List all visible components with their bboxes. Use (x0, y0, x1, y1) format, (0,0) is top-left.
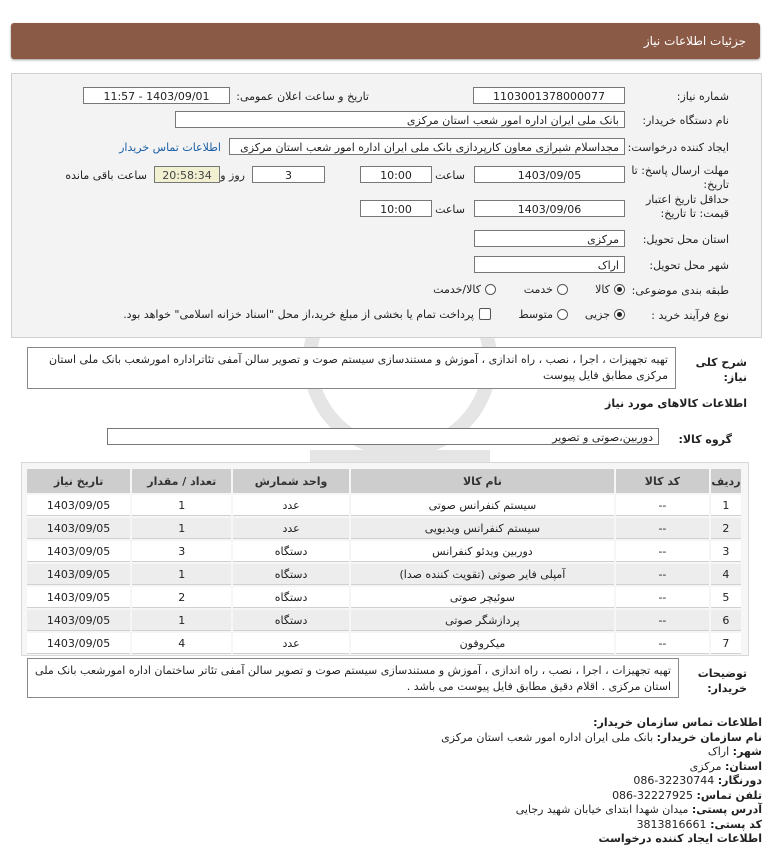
item-unit: دستگاه (233, 564, 349, 585)
buyer-contact-info (12, 716, 762, 847)
item-quantity: 3 (132, 541, 231, 562)
row-number: 3 (711, 541, 741, 562)
item-name: سیستم کنفرانس صوتی (351, 495, 614, 516)
goods-table-header (27, 469, 741, 493)
goods-section-title: اطلاعات کالاهای مورد نیاز (605, 397, 747, 410)
contact-fax-label: دورنگار: (717, 774, 762, 787)
validity-date-field[interactable]: 1403/09/06 (474, 200, 625, 217)
category-label: طبقه بندی موضوعی: (631, 284, 729, 297)
process-label: نوع فرآیند خرید : (651, 309, 729, 322)
need-details-form (11, 73, 762, 338)
item-code: -- (616, 610, 709, 631)
item-quantity: 4 (132, 633, 231, 654)
page-header (11, 23, 760, 59)
contact-phone-label: تلفن تماس: (696, 788, 762, 802)
item-name: سوئیچر صوتی (351, 587, 614, 608)
contact-address: میدان شهدا ابتدای خیابان شهید رجایی (515, 803, 689, 816)
item-need-date: 1403/09/05 (27, 518, 130, 539)
buyer-org-label: نام دستگاه خریدار: (642, 114, 729, 127)
contact-org-label: نام سازمان خریدار: (656, 730, 762, 744)
goods-group-field[interactable]: دوربین،صوتی و تصویر (107, 428, 659, 445)
summary-label (696, 355, 747, 385)
item-need-date: 1403/09/05 (27, 587, 130, 608)
item-name: آمپلی فایر صوتی (تقویت کننده صدا) (351, 564, 614, 585)
table-row (27, 587, 741, 608)
treasury-payment-note: پرداخت تمام یا بخشی از مبلغ خرید،از محل "اسناد خزانه اسلامی" خواهد بود. (123, 308, 474, 321)
contact-org: بانک ملی ایران اداره امور شعب استان مرکزی (441, 730, 654, 744)
item-unit: دستگاه (233, 610, 349, 631)
item-quantity: 1 (132, 610, 231, 631)
item-quantity: 1 (132, 564, 231, 585)
province-label: استان محل تحویل: (642, 233, 729, 246)
days-remaining-field[interactable]: 3 (252, 166, 325, 183)
table-row (27, 541, 741, 562)
days-label: روز و (220, 169, 245, 182)
need-number-label: شماره نیاز: (676, 90, 729, 103)
category-radio-service[interactable] (557, 284, 568, 295)
col-row-number: ردیف (711, 469, 741, 493)
contact-city-label: شهر: (732, 745, 762, 758)
item-quantity: 2 (132, 587, 231, 608)
creator-label: ایجاد کننده درخواست: (627, 141, 729, 154)
goods-group-label: گروه کالا: (678, 433, 732, 446)
row-number: 6 (711, 610, 741, 631)
process-option-minor: جزیی (584, 308, 610, 321)
process-radio-minor[interactable] (614, 309, 625, 320)
contact-title: اطلاعات تماس سازمان خریدار: (593, 716, 762, 729)
table-row (27, 518, 741, 539)
item-unit: عدد (233, 633, 349, 654)
item-code: -- (616, 633, 709, 654)
remaining-time-label: ساعت باقی مانده (65, 169, 147, 182)
category-radio-goods[interactable] (614, 284, 625, 295)
buyer-org-field[interactable]: بانک ملی ایران اداره امور شعب استان مرکزی (175, 111, 625, 128)
row-number: 4 (711, 564, 741, 585)
city-label: شهر محل تحویل: (649, 259, 729, 272)
page-title: جزئیات اطلاعات نیاز (643, 34, 746, 48)
contact-postal: 3813816661 (636, 817, 707, 831)
item-quantity: 1 (132, 518, 231, 539)
buyer-contact-link[interactable]: اطلاعات تماس خریدار (119, 141, 221, 154)
item-need-date: 1403/09/05 (27, 541, 130, 562)
row-number: 2 (711, 518, 741, 539)
row-number: 1 (711, 495, 741, 516)
col-item-code: کد کالا (616, 469, 709, 493)
item-code: -- (616, 541, 709, 562)
item-unit: دستگاه (233, 541, 349, 562)
col-item-name: نام کالا (351, 469, 614, 493)
deadline-label: مهلت ارسال پاسخ: تا (631, 164, 729, 177)
category-option-goods-service: کالا/خدمت (433, 283, 481, 296)
contact-city: اراک (707, 745, 730, 758)
item-quantity: 1 (132, 495, 231, 516)
validity-time-label: ساعت (435, 203, 465, 216)
treasury-payment-checkbox[interactable] (479, 308, 491, 320)
deadline-time-field[interactable]: 10:00 (360, 166, 432, 183)
buyer-notes-label-1: توضیحات (697, 667, 747, 680)
buyer-notes-text: تهیه تجهیزات ، اجرا ، نصب ، راه اندازی ، آموزش و مستندسازی سیستم صوت و تصویر سالن آمفی تئاتر ساختمان اداره امورشعب بانک ملی استان مرکزی . اقلام دقیق مطابق فایل پیوست می باشد . (27, 658, 679, 698)
item-unit: عدد (233, 518, 349, 539)
contact-address-label: آدرس پستی: (691, 803, 762, 816)
item-need-date: 1403/09/05 (27, 610, 130, 631)
summary-label-2: نیاز: (723, 371, 747, 384)
announce-date-field[interactable]: 1403/09/01 - 11:57 (83, 87, 230, 104)
city-field[interactable]: اراک (474, 256, 625, 273)
summary-label-1: شرح کلی (695, 356, 747, 369)
contact-province-label: استان: (725, 759, 762, 773)
creator-field[interactable]: مجداسلام شیرازی معاون کارپردازی بانک ملی ایران اداره امور شعب استان مرکزی (229, 138, 625, 155)
row-number: 7 (711, 633, 741, 654)
item-code: -- (616, 495, 709, 516)
item-code: -- (616, 518, 709, 539)
deadline-date-field[interactable]: 1403/09/05 (474, 166, 625, 183)
item-need-date: 1403/09/05 (27, 495, 130, 516)
summary-text: تهیه تجهیزات ، اجرا ، نصب ، راه اندازی ، آموزش و مستندسازی سیستم صوت و تصویر سالن آمفی تئاتراداره امورشعب بانک ملی استان مرکزی مطابق فایل پیوست (27, 347, 676, 389)
contact-postal-label: کد پستی: (710, 817, 762, 831)
need-number-field[interactable]: 1103001378000077 (473, 87, 625, 104)
contact-fax: 086-32230744 (633, 774, 715, 787)
creator-info-title: اطلاعات ایجاد کننده درخواست (598, 832, 762, 845)
col-need-date: تاریخ نیاز (27, 469, 130, 493)
item-unit: دستگاه (233, 587, 349, 608)
goods-table (25, 467, 743, 656)
item-code: -- (616, 564, 709, 585)
process-radio-medium[interactable] (557, 309, 568, 320)
row-number: 5 (711, 587, 741, 608)
contact-phone: 086-32227925 (612, 788, 694, 802)
remaining-time-field: 20:58:34 (154, 166, 220, 183)
item-name: سیستم کنفرانس ویدیویی (351, 518, 614, 539)
col-unit: واحد شمارش (233, 469, 349, 493)
process-option-medium: متوسط (518, 308, 553, 321)
table-row (27, 495, 741, 516)
category-option-goods: کالا (595, 283, 610, 296)
item-need-date: 1403/09/05 (27, 633, 130, 654)
province-field[interactable]: مرکزی (474, 230, 625, 247)
deadline-label-2: تاریخ: (703, 178, 729, 191)
table-row (27, 610, 741, 631)
table-row (27, 633, 741, 654)
category-radio-goods-service[interactable] (485, 284, 496, 295)
col-quantity: تعداد / مقدار (132, 469, 231, 493)
validity-label-2: قیمت: تا تاریخ: (660, 207, 729, 220)
item-name: میکروفون (351, 633, 614, 654)
item-name: پردازشگر صوتی (351, 610, 614, 631)
item-unit: عدد (233, 495, 349, 516)
contact-province: مرکزی (689, 759, 722, 773)
validity-label: حداقل تاریخ اعتبار (645, 193, 729, 206)
buyer-notes-label-2: خریدار: (707, 682, 747, 695)
item-name: دوربین ویدئو کنفرانس (351, 541, 614, 562)
item-need-date: 1403/09/05 (27, 564, 130, 585)
buyer-notes-label (698, 666, 747, 696)
category-option-service: خدمت (523, 283, 553, 296)
table-row (27, 564, 741, 585)
deadline-time-label: ساعت (435, 169, 465, 182)
validity-time-field[interactable]: 10:00 (360, 200, 432, 217)
item-code: -- (616, 587, 709, 608)
announce-date-label: تاریخ و ساعت اعلان عمومی: (236, 90, 369, 103)
